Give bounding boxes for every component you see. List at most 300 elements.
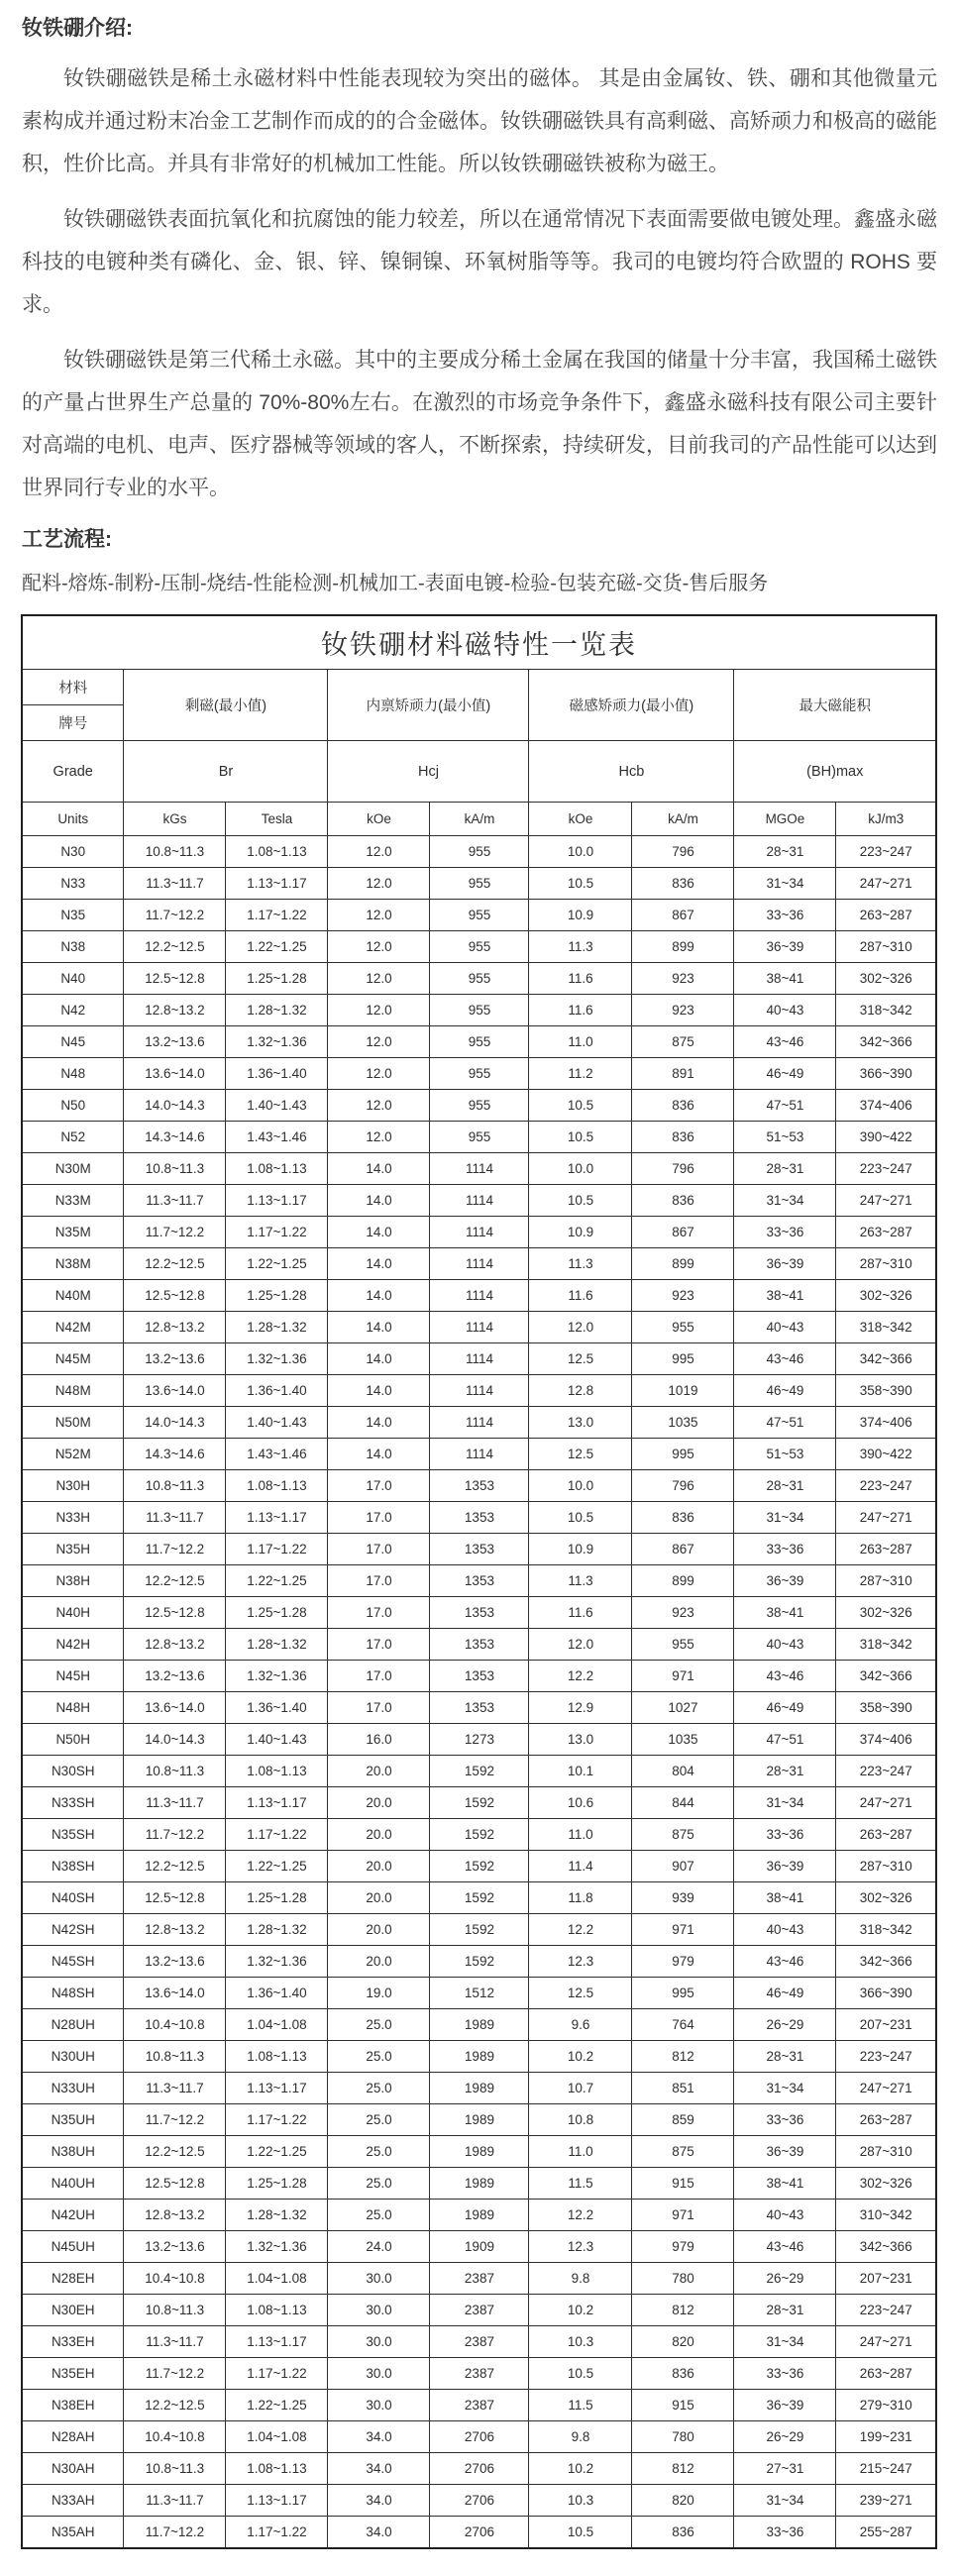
value-cell: 36~39 [734, 931, 836, 963]
value-cell: 1.25~1.28 [226, 1597, 328, 1629]
value-cell: 30.0 [328, 2295, 430, 2326]
value-cell: 12.3 [529, 1946, 632, 1978]
value-cell: 11.6 [529, 1280, 632, 1312]
value-cell: 34.0 [328, 2517, 430, 2549]
value-cell: 2387 [430, 2358, 529, 2390]
intro-paragraph-1: 钕铁硼磁铁是稀土永磁材料中性能表现较为突出的磁体。 其是由金属钕、铁、硼和其他微量元素构成并通过粉末冶金工艺制作而成的的合金磁体。钕铁硼磁铁具有高剩磁、高矫顽力和极高的磁能积，性价比高。并具有非常好的机械加工性能。所以钕铁硼磁铁被称为磁王。 [22, 67, 937, 175]
value-cell: 1.28~1.32 [226, 995, 328, 1026]
value-cell: 255~287 [836, 2517, 936, 2549]
value-cell: 836 [632, 2517, 734, 2549]
value-cell: 33~36 [734, 2517, 836, 2549]
value-cell: 836 [632, 1090, 734, 1122]
grade-cell: N45H [22, 1661, 124, 1692]
value-cell: 20.0 [328, 1946, 430, 1978]
value-cell: 11.3~11.7 [124, 2485, 226, 2517]
value-cell: 1.17~1.22 [226, 2517, 328, 2549]
value-cell: 10.8~11.3 [124, 1153, 226, 1185]
value-cell: 10.8~11.3 [124, 2453, 226, 2485]
value-cell: 40~43 [734, 1629, 836, 1661]
value-cell: 11.3~11.7 [124, 1185, 226, 1217]
value-cell: 867 [632, 1217, 734, 1248]
value-cell: 1353 [430, 1629, 529, 1661]
symbol-hcb: Hcb [529, 741, 734, 803]
value-cell: 25.0 [328, 2200, 430, 2231]
table-row [22, 2390, 936, 2421]
value-cell: 20.0 [328, 1756, 430, 1787]
unit-mgoe: MGOe [734, 803, 836, 836]
value-cell: 13.6~14.0 [124, 1375, 226, 1407]
value-cell: 38~41 [734, 2168, 836, 2200]
value-cell: 1.22~1.25 [226, 931, 328, 963]
table-row [22, 1248, 936, 1280]
table-row [22, 836, 936, 868]
value-cell: 1.43~1.46 [226, 1122, 328, 1153]
value-cell: 1.08~1.13 [226, 1153, 328, 1185]
value-cell: 263~287 [836, 1217, 936, 1248]
table-row [22, 2453, 936, 2485]
value-cell: 199~231 [836, 2421, 936, 2453]
value-cell: 1592 [430, 1882, 529, 1914]
grade-cell: N35AH [22, 2517, 124, 2549]
table-row [22, 1629, 936, 1661]
value-cell: 10.5 [529, 868, 632, 900]
grade-cell: N38M [22, 1248, 124, 1280]
value-cell: 27~31 [734, 2453, 836, 2485]
value-cell: 1.04~1.08 [226, 2421, 328, 2453]
value-cell: 11.8 [529, 1882, 632, 1914]
value-cell: 287~310 [836, 1851, 936, 1882]
grade-cell: N30EH [22, 2295, 124, 2326]
process-flow-heading: 工艺流程: [22, 528, 112, 551]
value-cell: 955 [430, 868, 529, 900]
value-cell: 24.0 [328, 2231, 430, 2263]
value-cell: 12.5 [529, 1978, 632, 2009]
value-cell: 10.1 [529, 1756, 632, 1787]
value-cell: 899 [632, 1248, 734, 1280]
value-cell: 10.9 [529, 900, 632, 931]
value-cell: 1.13~1.17 [226, 2326, 328, 2358]
value-cell: 995 [632, 1343, 734, 1375]
value-cell: 2387 [430, 2263, 529, 2295]
value-cell: 1353 [430, 1502, 529, 1534]
value-cell: 844 [632, 1787, 734, 1819]
value-cell: 318~342 [836, 1914, 936, 1946]
value-cell: 923 [632, 963, 734, 995]
value-cell: 1.04~1.08 [226, 2263, 328, 2295]
value-cell: 12.8~13.2 [124, 1312, 226, 1343]
value-cell: 1.36~1.40 [226, 1978, 328, 2009]
table-row [22, 1470, 936, 1502]
value-cell: 28~31 [734, 1470, 836, 1502]
value-cell: 1353 [430, 1661, 529, 1692]
value-cell: 971 [632, 1914, 734, 1946]
value-cell: 11.2 [529, 1058, 632, 1090]
value-cell: 11.3~11.7 [124, 1502, 226, 1534]
value-cell: 14.0 [328, 1439, 430, 1470]
value-cell: 12.2~12.5 [124, 2136, 226, 2168]
table-row [22, 1724, 936, 1756]
intro-paragraph-2: 钕铁硼磁铁表面抗氧化和抗腐蚀的能力较差，所以在通常情况下表面需要做电镀处理。鑫盛永磁科技的电镀种类有磷化、金、银、锌、镍铜镍、环氧树脂等等。我司的电镀均符合欧盟的 ROHS 要求。 [22, 208, 937, 316]
value-cell: 223~247 [836, 1153, 936, 1185]
value-cell: 1.28~1.32 [226, 1629, 328, 1661]
value-cell: 263~287 [836, 1534, 936, 1565]
value-cell: 239~271 [836, 2485, 936, 2517]
value-cell: 12.5 [529, 1343, 632, 1375]
value-cell: 302~326 [836, 963, 936, 995]
grade-cell: N30SH [22, 1756, 124, 1787]
value-cell: 1989 [430, 2104, 529, 2136]
value-cell: 26~29 [734, 2263, 836, 2295]
value-cell: 13.0 [529, 1724, 632, 1756]
value-cell: 1114 [430, 1407, 529, 1439]
table-row [22, 1185, 936, 1217]
value-cell: 1989 [430, 2073, 529, 2104]
value-cell: 955 [430, 1090, 529, 1122]
grade-cell: N42 [22, 995, 124, 1026]
value-cell: 318~342 [836, 1629, 936, 1661]
value-cell: 25.0 [328, 2009, 430, 2041]
value-cell: 1512 [430, 1978, 529, 2009]
value-cell: 12.8~13.2 [124, 995, 226, 1026]
table-row [22, 2326, 936, 2358]
value-cell: 11.3 [529, 931, 632, 963]
value-cell: 247~271 [836, 1787, 936, 1819]
grade-cell: N48SH [22, 1978, 124, 2009]
value-cell: 10.3 [529, 2326, 632, 2358]
grade-cell: N35H [22, 1534, 124, 1565]
value-cell: 1353 [430, 1597, 529, 1629]
value-cell: 12.2~12.5 [124, 2390, 226, 2421]
value-cell: 1027 [632, 1692, 734, 1724]
value-cell: 12.3 [529, 2231, 632, 2263]
table-row [22, 1090, 936, 1122]
value-cell: 10.0 [529, 1470, 632, 1502]
value-cell: 875 [632, 1819, 734, 1851]
value-cell: 12.0 [328, 836, 430, 868]
value-cell: 12.2~12.5 [124, 1248, 226, 1280]
value-cell: 1114 [430, 1185, 529, 1217]
value-cell: 836 [632, 1185, 734, 1217]
header-coercivity: 磁感矫顽力(最小值) [529, 670, 734, 741]
value-cell: 13.2~13.6 [124, 1661, 226, 1692]
header-brand-label: 牌号 [58, 716, 88, 732]
table-row [22, 1122, 936, 1153]
value-cell: 1353 [430, 1470, 529, 1502]
grade-cell: N40M [22, 1280, 124, 1312]
value-cell: 955 [430, 1058, 529, 1090]
value-cell: 10.5 [529, 1090, 632, 1122]
value-cell: 247~271 [836, 1185, 936, 1217]
table-header [22, 615, 936, 836]
value-cell: 1.17~1.22 [226, 900, 328, 931]
value-cell: 1592 [430, 1946, 529, 1978]
value-cell: 20.0 [328, 1914, 430, 1946]
value-cell: 812 [632, 2295, 734, 2326]
value-cell: 10.9 [529, 1217, 632, 1248]
unit-kjm3: kJ/m3 [836, 803, 936, 836]
value-cell: 374~406 [836, 1407, 936, 1439]
value-cell: 287~310 [836, 2136, 936, 2168]
value-cell: 14.3~14.6 [124, 1439, 226, 1470]
table-row [22, 1058, 936, 1090]
value-cell: 10.8~11.3 [124, 1470, 226, 1502]
value-cell: 38~41 [734, 1882, 836, 1914]
value-cell: 899 [632, 931, 734, 963]
grade-cell: N33 [22, 868, 124, 900]
value-cell: 28~31 [734, 2295, 836, 2326]
table-row [22, 1819, 936, 1851]
value-cell: 302~326 [836, 1280, 936, 1312]
value-cell: 11.3~11.7 [124, 2073, 226, 2104]
value-cell: 955 [430, 931, 529, 963]
value-cell: 17.0 [328, 1692, 430, 1724]
value-cell: 17.0 [328, 1534, 430, 1565]
grade-cell: N52M [22, 1439, 124, 1470]
value-cell: 2706 [430, 2453, 529, 2485]
value-cell: 390~422 [836, 1122, 936, 1153]
value-cell: 13.2~13.6 [124, 2231, 226, 2263]
table-row [22, 1787, 936, 1819]
value-cell: 1.17~1.22 [226, 1534, 328, 1565]
value-cell: 40~43 [734, 1914, 836, 1946]
value-cell: 1114 [430, 1217, 529, 1248]
table-row [22, 2263, 936, 2295]
value-cell: 13.6~14.0 [124, 1978, 226, 2009]
value-cell: 11.3 [529, 1248, 632, 1280]
value-cell: 1.36~1.40 [226, 1375, 328, 1407]
value-cell: 1.28~1.32 [226, 2200, 328, 2231]
table-row [22, 2104, 936, 2136]
value-cell: 12.8~13.2 [124, 1914, 226, 1946]
value-cell: 1.17~1.22 [226, 2104, 328, 2136]
value-cell: 1.08~1.13 [226, 2453, 328, 2485]
value-cell: 46~49 [734, 1692, 836, 1724]
grade-cell: N40H [22, 1597, 124, 1629]
intro-section [0, 0, 958, 598]
value-cell: 17.0 [328, 1597, 430, 1629]
grade-cell: N42M [22, 1312, 124, 1343]
value-cell: 38~41 [734, 1280, 836, 1312]
header-remanence: 剩磁(最小值) [124, 670, 328, 741]
grade-cell: N33SH [22, 1787, 124, 1819]
value-cell: 1592 [430, 1851, 529, 1882]
value-cell: 10.5 [529, 2358, 632, 2390]
value-cell: 11.3~11.7 [124, 2326, 226, 2358]
value-cell: 11.6 [529, 995, 632, 1026]
value-cell: 10.4~10.8 [124, 2263, 226, 2295]
value-cell: 2387 [430, 2390, 529, 2421]
grade-cell: N35EH [22, 2358, 124, 2390]
table-row [22, 1978, 936, 2009]
table-row [22, 1914, 936, 1946]
value-cell: 14.0 [328, 1343, 430, 1375]
value-cell: 1.13~1.17 [226, 1787, 328, 1819]
table-row [22, 2358, 936, 2390]
value-cell: 1.13~1.17 [226, 868, 328, 900]
value-cell: 1019 [632, 1375, 734, 1407]
grade-cell: N35SH [22, 1819, 124, 1851]
value-cell: 14.0 [328, 1153, 430, 1185]
unit-koe-hcb: kOe [529, 803, 632, 836]
value-cell: 51~53 [734, 1122, 836, 1153]
value-cell: 12.2~12.5 [124, 1565, 226, 1597]
value-cell: 20.0 [328, 1787, 430, 1819]
value-cell: 10.8 [529, 2104, 632, 2136]
value-cell: 11.4 [529, 1851, 632, 1882]
value-cell: 31~34 [734, 2326, 836, 2358]
value-cell: 26~29 [734, 2421, 836, 2453]
value-cell: 12.5~12.8 [124, 2168, 226, 2200]
header-intrinsic-coercivity: 内禀矫顽力(最小值) [328, 670, 529, 741]
value-cell: 12.0 [328, 900, 430, 931]
header-material-label: 材料 [23, 670, 124, 705]
value-cell: 1592 [430, 1756, 529, 1787]
value-cell: 1114 [430, 1248, 529, 1280]
table-row [22, 931, 936, 963]
value-cell: 207~231 [836, 2009, 936, 2041]
value-cell: 10.2 [529, 2453, 632, 2485]
value-cell: 10.5 [529, 1122, 632, 1153]
value-cell: 2387 [430, 2295, 529, 2326]
value-cell: 836 [632, 868, 734, 900]
value-cell: 1353 [430, 1565, 529, 1597]
grade-cell: N40UH [22, 2168, 124, 2200]
value-cell: 26~29 [734, 2009, 836, 2041]
table-row [22, 1692, 936, 1724]
value-cell: 1.22~1.25 [226, 2136, 328, 2168]
table-row [22, 2295, 936, 2326]
table-row [22, 1153, 936, 1185]
value-cell: 796 [632, 1470, 734, 1502]
value-cell: 820 [632, 2485, 734, 2517]
value-cell: 995 [632, 1978, 734, 2009]
value-cell: 9.6 [529, 2009, 632, 2041]
value-cell: 19.0 [328, 1978, 430, 2009]
grade-cell: N33EH [22, 2326, 124, 2358]
value-cell: 1.13~1.17 [226, 1502, 328, 1534]
value-cell: 10.9 [529, 1534, 632, 1565]
value-cell: 223~247 [836, 2295, 936, 2326]
value-cell: 43~46 [734, 1026, 836, 1058]
value-cell: 13.2~13.6 [124, 1946, 226, 1978]
value-cell: 25.0 [328, 2104, 430, 2136]
value-cell: 12.8 [529, 1375, 632, 1407]
value-cell: 979 [632, 1946, 734, 1978]
value-cell: 2706 [430, 2517, 529, 2549]
value-cell: 263~287 [836, 1819, 936, 1851]
value-cell: 20.0 [328, 1819, 430, 1851]
value-cell: 13.0 [529, 1407, 632, 1439]
value-cell: 43~46 [734, 2231, 836, 2263]
value-cell: 1.13~1.17 [226, 2485, 328, 2517]
value-cell: 30.0 [328, 2326, 430, 2358]
value-cell: 25.0 [328, 2073, 430, 2104]
table-row [22, 2041, 936, 2073]
grade-cell: N33UH [22, 2073, 124, 2104]
value-cell: 955 [430, 1026, 529, 1058]
value-cell: 12.9 [529, 1692, 632, 1724]
value-cell: 34.0 [328, 2453, 430, 2485]
value-cell: 9.8 [529, 2263, 632, 2295]
value-cell: 939 [632, 1882, 734, 1914]
value-cell: 907 [632, 1851, 734, 1882]
table-row [22, 1851, 936, 1882]
value-cell: 33~36 [734, 2104, 836, 2136]
value-cell: 10.3 [529, 2485, 632, 2517]
value-cell: 1.40~1.43 [226, 1090, 328, 1122]
table-row [22, 2200, 936, 2231]
value-cell: 263~287 [836, 2358, 936, 2390]
grade-cell: N30 [22, 836, 124, 868]
value-cell: 33~36 [734, 900, 836, 931]
value-cell: 12.5~12.8 [124, 1597, 226, 1629]
table-row [22, 1882, 936, 1914]
value-cell: 36~39 [734, 1248, 836, 1280]
value-cell: 971 [632, 2200, 734, 2231]
value-cell: 11.7~12.2 [124, 1819, 226, 1851]
value-cell: 11.7~12.2 [124, 900, 226, 931]
value-cell: 1114 [430, 1439, 529, 1470]
value-cell: 11.3 [529, 1565, 632, 1597]
grade-cell: N50H [22, 1724, 124, 1756]
value-cell: 1592 [430, 1914, 529, 1946]
value-cell: 10.4~10.8 [124, 2421, 226, 2453]
grade-cell: N38SH [22, 1851, 124, 1882]
table-row [22, 963, 936, 995]
value-cell: 287~310 [836, 1248, 936, 1280]
value-cell: 995 [632, 1439, 734, 1470]
value-cell: 12.8~13.2 [124, 2200, 226, 2231]
value-cell: 1.08~1.13 [226, 2295, 328, 2326]
grade-cell: N35 [22, 900, 124, 931]
value-cell: 358~390 [836, 1692, 936, 1724]
value-cell: 11.3~11.7 [124, 1787, 226, 1819]
value-cell: 33~36 [734, 2358, 836, 2390]
table-title: 钕铁硼材料磁特性一览表 [22, 615, 936, 670]
value-cell: 1.36~1.40 [226, 1692, 328, 1724]
value-cell: 12.0 [328, 931, 430, 963]
grade-cell: N33AH [22, 2485, 124, 2517]
value-cell: 1.22~1.25 [226, 1851, 328, 1882]
value-cell: 358~390 [836, 1375, 936, 1407]
value-cell: 851 [632, 2073, 734, 2104]
table-units-row [22, 803, 936, 836]
value-cell: 10.6 [529, 1787, 632, 1819]
grade-cell: N38H [22, 1565, 124, 1597]
value-cell: 10.8~11.3 [124, 836, 226, 868]
grade-cell: N52 [22, 1122, 124, 1153]
value-cell: 11.5 [529, 2168, 632, 2200]
value-cell: 1.40~1.43 [226, 1407, 328, 1439]
table-row [22, 2231, 936, 2263]
value-cell: 859 [632, 2104, 734, 2136]
magnet-properties-table [21, 614, 937, 2549]
grade-cell: N28EH [22, 2263, 124, 2295]
table-row [22, 1661, 936, 1692]
value-cell: 1035 [632, 1407, 734, 1439]
value-cell: 20.0 [328, 1851, 430, 1882]
value-cell: 955 [430, 963, 529, 995]
value-cell: 302~326 [836, 1882, 936, 1914]
value-cell: 1.17~1.22 [226, 1819, 328, 1851]
table-row [22, 1946, 936, 1978]
value-cell: 14.0 [328, 1407, 430, 1439]
value-cell: 1.25~1.28 [226, 1280, 328, 1312]
value-cell: 12.2~12.5 [124, 1851, 226, 1882]
intro-paragraph-3: 钕铁硼磁铁是第三代稀土永磁。其中的主要成分稀土金属在我国的储量十分丰富，我国稀土磁铁的产量占世界生产总量的 70%-80%左右。在激烈的市场竞争条件下，鑫盛永磁科技有限公司主要针对高端的电机、电声、医疗器械等领域的客人，不断探索，持续研发，目前我司的产品性能可以达到世界同行专业的水平。 [22, 349, 937, 499]
value-cell: 12.0 [328, 1058, 430, 1090]
value-cell: 12.0 [328, 1026, 430, 1058]
